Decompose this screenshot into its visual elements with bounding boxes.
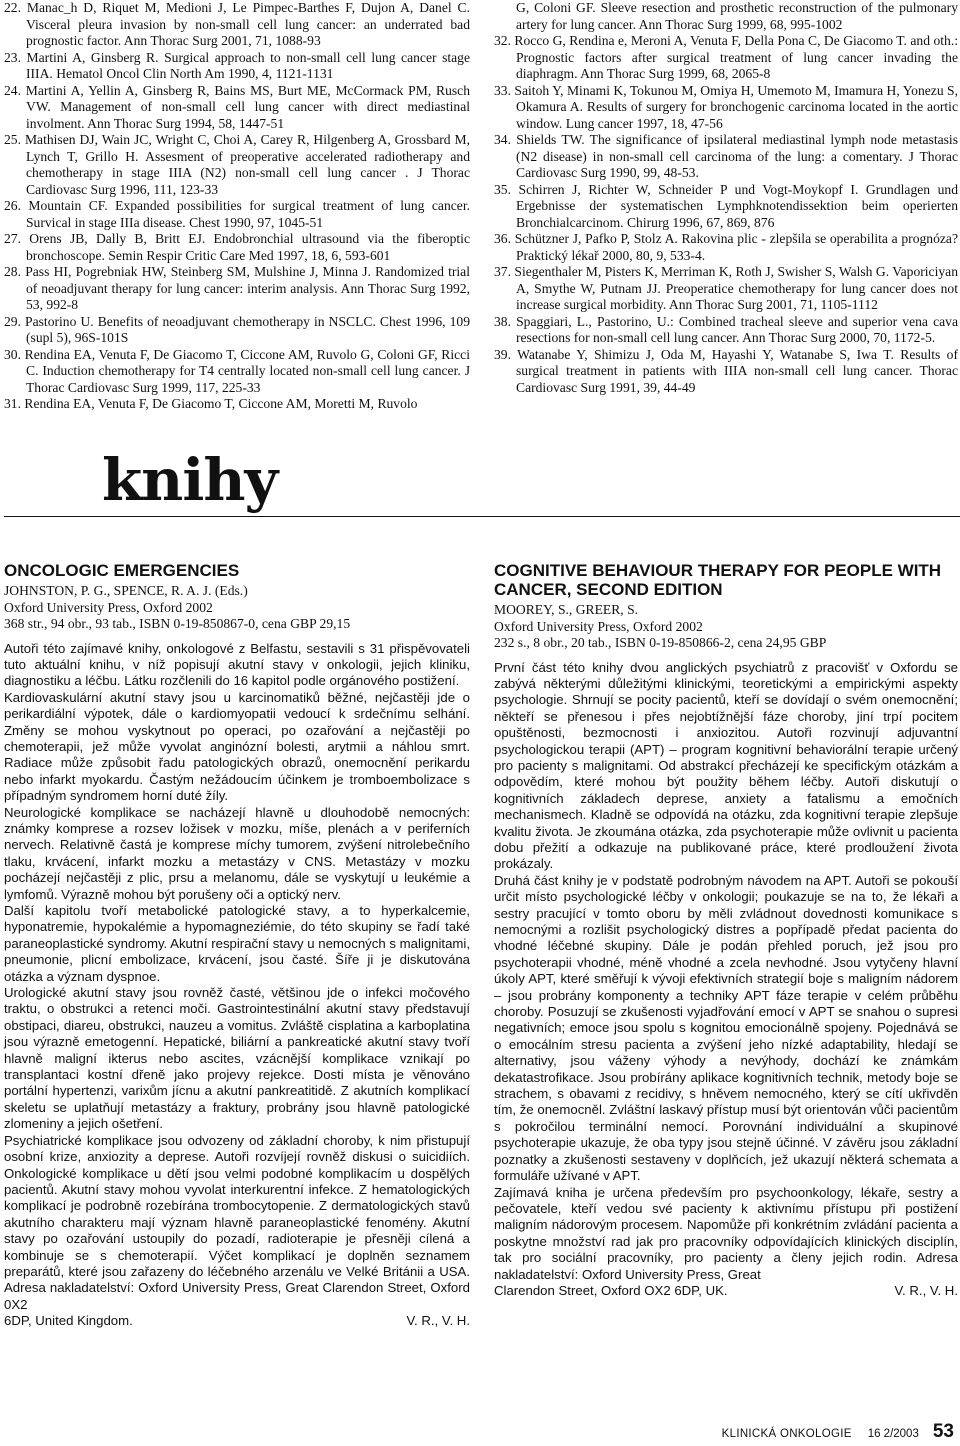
section-divider xyxy=(4,516,960,517)
journal-name: KLINICKÁ ONKOLOGIE xyxy=(721,1428,852,1440)
review-body xyxy=(4,641,470,1330)
reference-item: 35. Schirren J, Richter W, Schneider P und Vogt-Moykopf I. Grundlagen und Ergebnisse der systematischen Lymphknotendissektion beim operierten Bronchialcarcinom. Chirurg 1996, 67, 869, 876 xyxy=(494,181,958,230)
reference-item: 30. Rendina EA, Venuta F, De Giacomo T, Ciccone AM, Ruvolo G, Coloni GF, Ricci C. Induction chemotherapy for T4 centrally located non-small cell lung cancer. J Thorac Cardiovasc Surg 1999, 117, 225-33 xyxy=(4,346,470,395)
journal-issue: 16 2/2003 xyxy=(867,1428,919,1440)
review-paragraph: Neurologické komplikace se nacházejí hlavně u dlouhodobě nemocných: známky komprese a rozsev ložisek v mozku, míše, plenách a v periferních nervech. Relativně častá je komprese míchy tumorem, zvýšení nitrolebečního tlaku, krvácení, infarkt mozku a metastázy v CNS. Metastázy v mozku pocházejí nejčastěji z plic, prsu a melanomu, dále se vyskytují u leukémie a lymfomů. Výrazně mohou být porušeny oči a optický nerv. xyxy=(4,804,470,902)
review-paragraph: Urologické akutní stavy jsou rovněž časté, většinou jde o infekci močového traktu, o obstrukci a retenci moči. Gastrointestinální akutní stavy představují obstipaci, diareu, obstrukci, nauzeu a vomitus. Zvláště cisplatina a karboplatina jsou výrazně emetogenní. Hepatické, biliární a pankreatické akutní stavy tvoří hlavně maligní ikterus nebo ascites, vzácnější komplikace vznikají po transplantaci kostní dřeně jako projevy rejekce. Dosti místa je věnováno portální hypertenzi, varixům jícnu a akutní pankreatitidě. Z akutních komplikací skeletu se uplatňují metastázy a fraktury, probrány jsou hlavně patologické zlomeniny a jejich ošetření. xyxy=(4,985,470,1132)
review-closing xyxy=(494,1283,958,1299)
book-publisher: Oxford University Press, Oxford 2002 xyxy=(494,618,703,634)
book-review-oncologic-emergencies xyxy=(4,561,470,1330)
review-paragraph: Autoři této zajímavé knihy, onkologové z Belfastu, sestavili s 31 přispěvovateli tuto aktuální knihu, v níž popisují akutní stavy v onkologii, jejich kliniku, diagnostiku a léčbu. Látku rozčlenili do 16 kapitol podle orgánového postižení. xyxy=(4,640,470,689)
reference-item: 22. Manac_h D, Riquet M, Medioni J, Le Pimpec-Barthes F, Dujon A, Danel C. Visceral pleura invasion by non-small cell lung cancer: an underrated bad prognostic factor. Ann Thorac Surg 2001, 71, 1088-93 xyxy=(4,0,470,48)
reference-item: 28. Pass HI, Pogrebniak HW, Steinberg SM, Mulshine J, Minna J. Randomized trial of neoadjuvant therapy for lung cancer: interim analysis. Ann Thorac Surg 1992, 53, 992-8 xyxy=(4,264,470,312)
reference-item: 32. Rocco G, Rendina e, Meroni A, Venuta F, Della Pona C, De Giacomo T. and oth.: Prognostic factors after surgical treatment of lung cancer invading the diaphragm. Ann Thorac Surg 1999, 68, 2065-8 xyxy=(494,33,958,81)
reference-item: 29. Pastorino U. Benefits of neoadjuvant chemotherapy in NSCLC. Chest 1996, 109 (supl 5), 96S-101S xyxy=(4,313,470,345)
review-paragraph: Zajímavá kniha je určena především pro psychoonkology, lékaře, sestry a pečovatele, kteří vedou své pacienty k aktivnímu přístupu při postižení maligním nádorovým procesem. Napomůže při konkrétním zvládání pacienta a poskytne množství rad jak pro pracovníky odpovídajících klinických disciplín, tak pro sociální pracovníky, pro pacienty a členy jejich rodin. Adresa nakladatelství: Oxford University Press, Great xyxy=(494,1184,958,1282)
book-publisher: Oxford University Press, Oxford 2002 xyxy=(4,599,213,615)
reference-item: 34. Shields TW. The significance of ipsilateral mediastinal lymph node metastasis (N2 disease) in non-small cell carcinoma of the lung: a comentary. J Thorac Cardiovasc Surg 1990, 99, 48-53. xyxy=(494,132,958,180)
reference-item: 39. Watanabe Y, Shimizu J, Oda M, Hayashi Y, Watanabe S, Iwa T. Results of surgical treatment in patients with IIIA non-small cell lung cancer. Thorac Cardiovasc Surg 1991, 39, 44-49 xyxy=(494,346,958,395)
review-signature: V. R., V. H. xyxy=(894,1282,958,1298)
book-title: COGNITIVE BEHAVIOUR THERAPY FOR PEOPLE WITH CANCER, SECOND EDITION xyxy=(494,561,942,599)
book-authors: JOHNSTON, P. G., SPENCE, R. A. J. (Eds.) xyxy=(4,583,248,598)
review-paragraph: Psychiatrické komplikace jsou odvozeny od základní choroby, k nim přistupují osobní krize, anxiozity a deprese. Autoři rozvíjejí rovněž diskusi o suicidiích. Onkologické komplikace u dětí jsou velmi podobné komplikacím u dospělých pacientů. Akutní stavy mohou vyvolat interkurentní infekce. Z hematologických komplikací je podrobně rozebírána trombocytopenie. Z dermatologických stavů akutního charakteru mají význam hlavně paraneoplastické fenomény. Akutní stavy po ozařování ustoupily do pozadí, radioterapie je přesněji cílená a kombinuje se s chemoterapií. Výčet komplikací je doplněn seznamem preparátů, které jsou zařazeny do léčebného arzenálu ve Velké Británii a USA. Adresa nakladatelství: Oxford University Press, Great Clarendon Street, Oxford 0X2 xyxy=(4,1132,470,1312)
reference-item: 26. Mountain CF. Expanded possibilities for surgical treatment of lung cancer. Survical in stage IIIa disease. Chest 1990, 97, 1045-51 xyxy=(4,198,470,230)
reference-item: 27. Orens JB, Dally B, Britt EJ. Endobronchial ultrasound via the fiberoptic bronchoscope. Semin Respir Critic Care Med 1997, 18, 6, 593-601 xyxy=(4,231,470,263)
book-details: 232 s., 8 obr., 20 tab., ISBN 0-19-850866-2, cena 24,95 GBP xyxy=(494,635,827,650)
review-body xyxy=(494,660,958,1300)
reference-item: 23. Martini A, Ginsberg R. Surgical approach to non-small cell lung cancer stage IIIA. Hematol Oncol Clin North Am 1990, 4, 1121-1131 xyxy=(4,49,470,81)
reference-item: 31. Rendina EA, Venuta F, De Giacomo T, Ciccone AM, Moretti M, Ruvolo xyxy=(4,396,418,411)
review-closing-text: 6DP, United Kingdom. xyxy=(4,1313,133,1329)
reference-item: 25. Mathisen DJ, Wain JC, Wright C, Choi A, Carey R, Hilgenberg A, Grossbard M, Lynch T, Grillo H. Assesment of preoperative accelerated radiotherapy and chemotherapy in stage IIIA (N2) non-small cell lung cancer . J Thorac Cardiovasc Surg 1996, 111, 123-33 xyxy=(4,132,470,197)
book-title: ONCOLOGIC EMERGENCIES xyxy=(4,561,240,580)
reference-item: 33. Saitoh Y, Minami K, Tokunou M, Omiya H, Umemoto M, Imamura H, Yonezu S, Okamura A. Results of surgery for bronchogenic carcinoma located in the aortic window. Lung cancer 1997, 18, 47-56 xyxy=(494,82,958,131)
reference-item: 37. Siegenthaler M, Pisters K, Merriman K, Roth J, Swisher S, Walsh G. Vaporiciyan A, Smythe W, Putnam JJ. Preoperatice chemotherapy for lung cancer does not increase surgical morbidity. Ann Thorac Surg 2001, 71, 1105-1112 xyxy=(494,264,958,312)
references-right-column xyxy=(494,0,958,396)
page-footer xyxy=(722,1421,954,1443)
references-left-column xyxy=(4,0,470,413)
reference-item: 24. Martini A, Yellin A, Ginsberg R, Bains MS, Burt ME, McCormack PM, Rusch VW. Management of non-small cell lung cancer with direct mediastinal involment. Ann Thorac Surg 1994, 58, 1447-51 xyxy=(4,82,470,131)
book-review-cognitive-behaviour-therapy xyxy=(494,561,958,1299)
review-paragraph: Druhá část knihy je v podstatě podrobným návodem na APT. Autoři se pokouší určit místo psychologické léčby v onkologii; poukazuje se na to, že lékaři a sestry pracující v tomto oboru by měli zvládnout dovednosti komunikace s nemocnými a rozlišit psychologický distres a popřípadě předat pacienta do vhodné léčebné skupiny. Dále je podán přehled poruch, jež jsou pro psychoterapii vhodné, méně vhodné a zcela nevhodné. Jsou vytyčeny hlavní úkoly APT, které směřují k vývoji efektivních strategií boje s maligním nádorem – jsou probrány komponenty a techniky APT fáze terapie v celém průběhu choroby. Posuzují se zkušenosti vyjadřování emocí v APT se snahou o supresi negativních; emoce jsou spolu s kognitou emocionálně spojeny. Pojednává se o emocálním stresu pacienta a zvýšení jeho nízké adaptability, hledají se alternativy, jsou váženy výhody a nevýhody, dochází ke známkám dekatastrofikace. Jsou probírány aplikace kognitivních technik, metody boje se strachem, s obavami z recidivy, s hněvem nemocného, který se cítí ukřivděn tím, že onemocněl. Zvláštní laskavý přístup musí být orientován vůči pacientům s pokročilou terminální nemocí. Porovnání individuální a skupinové psychoterapie ukazuje, že oba typy jsou stejně účinné. V závěru jsou základní poznatky a zkušenosti sestaveny v doplňcích, jež ukazují některá schemata a formuláře užívané v APT. xyxy=(494,872,958,1184)
review-paragraph: První část této knihy dvou anglických psychiatrů z pracovišť v Oxfordu se zabývá některými důležitými klinickými, teoretickými a empirickými aspekty psychologie. Shrnují se pocity pacientů, kteří se dovídají o svém onemocnění; někteří se přenesou i přes nejobtížnější fáze choroby, jiní trpí pocitem opuštěnosti, bezmocnosti i anxiozitou. Autoři rozvinují adjuvantní psychologickou terapii (APT) – program kognitivní behaviorální terapie určený pro pacienty s malignitami. Od abstrakcí přecházejí ke specifickým otázkám a odpovědím, které mohou být použity během léčby. Autoři diskutují o kognitivních základech deprese, anxiety a fatalismu a emočních mechanismech. Kladně se odpovídá na otázku, zda kognitivní terapie zlepšuje kvalitu života. Je zkoumána otázka, zda psychoterapie může ovlivnit u pacienta dobu přežití a odkazuje na publikované práce, které prodloužení života prokázaly. xyxy=(494,659,958,872)
review-signature: V. R., V. H. xyxy=(406,1313,470,1329)
book-details: 368 str., 94 obr., 93 tab., ISBN 0-19-850867-0, cena GBP 29,15 xyxy=(4,616,351,631)
page-number: 53 xyxy=(932,1421,954,1442)
review-closing xyxy=(4,1313,470,1329)
reference-continuation: G, Coloni GF. Sleeve resection and prosthetic reconstruction of the pulmonary artery for lung cancer. Ann Thorac Surg 1999, 68, 995-1002 xyxy=(516,0,958,32)
section-title: knihy xyxy=(102,446,278,514)
reference-item: 38. Spaggiari, L., Pastorino, U.: Combined tracheal sleeve and superior vena cava resections for non-small cell lung cancer. Ann Thorac Surg 2000, 70, 1172-5. xyxy=(494,313,958,345)
book-authors: MOOREY, S., GREER, S. xyxy=(494,602,639,617)
reference-item: 36. Schützner J, Pafko P, Stolz A. Rakovina plic - zlepšila se operabilita a prognóza? Praktický lékař 2000, 80, 9, 533-4. xyxy=(494,231,958,263)
review-closing-text: Clarendon Street, Oxford OX2 6DP, UK. xyxy=(494,1282,728,1298)
review-paragraph: Další kapitolu tvoří metabolické patologické stavy, a to hyperkalcemie, hyponatremie, hypokalémie a hypomagneziémie, do této skupiny se řadí také paraneoplastické syndromy. Akutní respirační stavy u nemocných s malignitami, pneumonie, plicní embolizace, krvácení, jsou časté. Šíře ji je diskutována otázka a význam dyspnoe. xyxy=(4,903,470,984)
review-paragraph: Kardiovaskulární akutní stavy jsou u karcinomatiků běžné, nejčastěji jde o perikardiální výpotek, dále o kardiomyopatii vedoucí k srdečnímu selhání. Změny se mohou vyskytnout po operaci, po ozařování a nejčastěji po chemoterapii, jež může vyvolat anginózní bolesti, arytmii a náhlou smrt. Radiace může způsobit řadu patologických obrazů, onemocnění perikardu nebo infarkt myokardu. Častým nežádoucím účinkem je tromboembolizace s případným syndromem horní duté žíly. xyxy=(4,689,470,804)
